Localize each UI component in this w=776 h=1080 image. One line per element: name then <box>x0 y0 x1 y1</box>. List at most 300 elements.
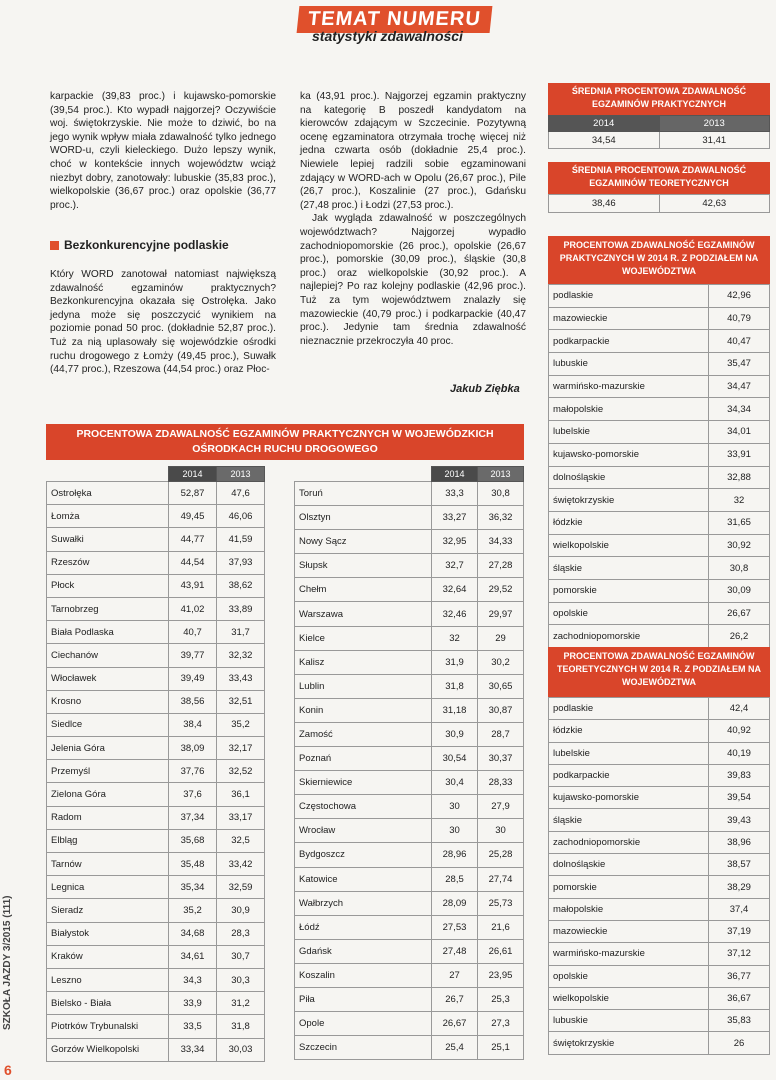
article-paragraph: karpackie (39,83 proc.) i kujawsko-pomorskie (39,54 proc.). Kto wypadł najgorzej? Oczywiście woj. świętokrzyskie. Nie może to dziwić, bo na jego wynik wpływ miała zdawalność tylko jednego WORD-u, czyli kieleckiego. Dużo lepszy wynik, choć w kontekście innych województw wciąż niezbyt dobry, zanotowały: lubuskie (35,83 proc.), wielkopolskie (36,67 proc.) oraz opolskie (36,77 proc.). <box>50 91 276 211</box>
value-cell: 30,03 <box>217 1038 265 1061</box>
name-cell: Częstochowa <box>295 795 432 819</box>
name-cell: Szczecin <box>295 1036 432 1060</box>
name-cell: Katowice <box>295 867 432 891</box>
value-cell: 36,67 <box>709 987 770 1009</box>
article-col1-bottom <box>50 268 276 377</box>
name-cell: podlaskie <box>549 698 709 720</box>
value-cell: 35,34 <box>169 876 217 899</box>
value-cell: 31,8 <box>432 674 478 698</box>
table-row <box>549 876 770 898</box>
name-cell: Warszawa <box>295 602 432 626</box>
value-cell: 49,45 <box>169 505 217 528</box>
name-cell: Skierniewice <box>295 771 432 795</box>
name-cell: lubelskie <box>549 742 709 764</box>
section-title: TEMAT NUMERU <box>297 6 493 33</box>
value-cell: 38,09 <box>169 737 217 760</box>
table-row <box>295 1036 524 1060</box>
name-cell: Piła <box>295 987 432 1011</box>
value-cell: 26,67 <box>709 602 770 625</box>
table-row <box>549 943 770 965</box>
value-cell: 40,92 <box>709 720 770 742</box>
name-cell: dolnośląskie <box>549 466 709 489</box>
name-cell: Radom <box>47 806 169 829</box>
value-cell: 30,87 <box>478 698 524 722</box>
value-cell: 26 <box>709 1032 770 1054</box>
table-row <box>549 285 770 308</box>
table-row <box>47 760 265 783</box>
table-row <box>47 690 265 713</box>
name-cell: Piotrków Trybunalski <box>47 1015 169 1038</box>
table-row <box>549 466 770 489</box>
value-cell: 33,5 <box>169 1015 217 1038</box>
value-cell: 30,4 <box>432 771 478 795</box>
name-cell: Biała Podlaska <box>47 621 169 644</box>
value-cell: 32,7 <box>432 554 478 578</box>
value-cell: 37,34 <box>169 806 217 829</box>
name-cell: śląskie <box>549 557 709 580</box>
table-row <box>549 742 770 764</box>
value-cell: 30 <box>432 819 478 843</box>
name-cell: Chełm <box>295 578 432 602</box>
avg-theory-box <box>548 162 770 213</box>
value-cell: 27,28 <box>478 554 524 578</box>
table-row <box>549 698 770 720</box>
year-header: 2014 <box>432 467 478 482</box>
value-cell: 38,4 <box>169 713 217 736</box>
name-cell: podkarpackie <box>549 764 709 786</box>
table-row <box>295 867 524 891</box>
value-cell: 32,59 <box>217 876 265 899</box>
table-row <box>47 574 265 597</box>
table-row <box>549 511 770 534</box>
table-row <box>295 963 524 987</box>
year-header-row <box>47 467 265 482</box>
table-row <box>295 626 524 650</box>
year-header: 2014 <box>169 467 217 482</box>
year-header: 2013 <box>217 467 265 482</box>
name-cell: świętokrzyskie <box>549 489 709 512</box>
value-cell: 30 <box>478 819 524 843</box>
value-cell: 32,17 <box>217 737 265 760</box>
value-cell: 33,91 <box>709 443 770 466</box>
value-cell: 37,6 <box>169 783 217 806</box>
value-cell: 28,5 <box>432 867 478 891</box>
table-row <box>549 602 770 625</box>
value-cell: 37,12 <box>709 943 770 965</box>
value-cell: 42,96 <box>709 285 770 308</box>
value-cell: 30,65 <box>478 674 524 698</box>
name-cell: Sieradz <box>47 899 169 922</box>
value-cell: 25,3 <box>478 987 524 1011</box>
value-cell: 33,3 <box>432 482 478 506</box>
table-row <box>549 831 770 853</box>
table-row <box>47 922 265 945</box>
table-row <box>295 939 524 963</box>
value-cell: 46,06 <box>217 505 265 528</box>
value-cell: 26,7 <box>432 987 478 1011</box>
value-cell: 37,19 <box>709 920 770 942</box>
name-cell: zachodniopomorskie <box>549 625 709 648</box>
name-cell: Słupsk <box>295 554 432 578</box>
name-cell: Leszno <box>47 968 169 991</box>
name-cell: opolskie <box>549 602 709 625</box>
table-row <box>47 829 265 852</box>
value-cell: 32,5 <box>217 829 265 852</box>
value-cell: 34,34 <box>709 398 770 421</box>
value-cell: 32,32 <box>217 644 265 667</box>
name-cell: Toruń <box>295 482 432 506</box>
value-cell: 35,2 <box>169 899 217 922</box>
table-row <box>47 1015 265 1038</box>
table-row <box>295 987 524 1011</box>
table-row <box>549 1010 770 1032</box>
name-cell: Łódź <box>295 915 432 939</box>
value-cell: 30,09 <box>709 579 770 602</box>
value-cell: 33,43 <box>217 667 265 690</box>
table-row <box>47 713 265 736</box>
name-cell: warmińsko-mazurskie <box>549 375 709 398</box>
name-cell: Rzeszów <box>47 551 169 574</box>
value-cell: 25,1 <box>478 1036 524 1060</box>
name-cell: Ciechanów <box>47 644 169 667</box>
article-paragraph: ka (43,91 proc.). Najgorzej egzamin praktyczny na kategorię B poszedł kandydatom na kierowców zdającym w Szczecinie. Pozytywną ocenę egzaminatora otrzymała trochę więcej niż jedna czwarta osób (dokładnie 25,4 proc.). Niewiele lepiej radzili sobie egzaminowani zdający w WORD-ach w Opolu (26,67 proc.), Pile (26,7 proc.), Koszalinie (27 proc.), Gdańsku (27,48 proc.) i Łodzi (27,53 proc.). <box>300 91 526 211</box>
table-row <box>549 920 770 942</box>
name-cell: mazowieckie <box>549 307 709 330</box>
name-cell: kujawsko-pomorskie <box>549 787 709 809</box>
value-cell: 32,51 <box>217 690 265 713</box>
table-row <box>47 853 265 876</box>
table-row <box>295 819 524 843</box>
table-row <box>549 809 770 831</box>
table-row <box>295 530 524 554</box>
value-cell: 27,9 <box>478 795 524 819</box>
table-row <box>549 353 770 376</box>
article-paragraph: Jak wygląda zdawalność w poszczególnych województwach? Najgorzej wypadło zachodniopomorskie (26 proc.), opolskie (26,67 proc.), pomorskie (30,09 proc.), śląskie (30,8 proc.) oraz wielkopolskie (30,92 proc.). A najlepiej? Po raz kolejny podlaskie (42,96 proc.). Tuż za tym województwem znalazły się mazowieckie (40,79 proc.) i podkarpackie (40,47 proc.). Jedynie tam średnia zdawalność nieznacznie przekroczyła 40 proc. <box>300 213 526 347</box>
article-subheading <box>50 238 229 252</box>
value-cell: 28,7 <box>478 722 524 746</box>
table-row <box>549 965 770 987</box>
value-cell: 35,83 <box>709 1010 770 1032</box>
value-cell: 37,93 <box>217 551 265 574</box>
value-cell: 38,57 <box>709 854 770 876</box>
name-cell: podlaskie <box>549 285 709 308</box>
table-row <box>47 968 265 991</box>
value-cell: 30,8 <box>478 482 524 506</box>
value-cell: 27,48 <box>432 939 478 963</box>
name-cell: Wałbrzych <box>295 891 432 915</box>
value-cell: 26,61 <box>478 939 524 963</box>
avg-practical-box <box>548 83 770 149</box>
table-row <box>549 720 770 742</box>
value-cell: 33,17 <box>217 806 265 829</box>
name-cell: Zamość <box>295 722 432 746</box>
value-cell: 31,8 <box>217 1015 265 1038</box>
value-cell: 29,97 <box>478 602 524 626</box>
value-cell: 35,47 <box>709 353 770 376</box>
value-cell: 38,62 <box>217 574 265 597</box>
name-cell: łódzkie <box>549 720 709 742</box>
table-row <box>549 307 770 330</box>
name-cell: lubelskie <box>549 421 709 444</box>
table-row <box>47 551 265 574</box>
value-cell: 26,2 <box>709 625 770 648</box>
table-row <box>47 899 265 922</box>
name-cell: Elbląg <box>47 829 169 852</box>
value-cell: 32,46 <box>432 602 478 626</box>
value-cell: 39,49 <box>169 667 217 690</box>
value-cell: 36,32 <box>478 506 524 530</box>
year-header: 2013 <box>659 116 770 132</box>
bullet-square-icon <box>50 241 59 250</box>
value-cell: 26,67 <box>432 1012 478 1036</box>
avg-theory-title: ŚREDNIA PROCENTOWA ZDAWALNOŚĆ EGZAMINÓW TEORETYCZNYCH <box>548 162 770 194</box>
value-cell: 34,54 <box>549 132 660 149</box>
table-row <box>295 506 524 530</box>
name-cell: Zielona Góra <box>47 783 169 806</box>
value-cell: 37,4 <box>709 898 770 920</box>
sidebar-caption <box>2 860 16 1030</box>
name-cell: Jelenia Góra <box>47 737 169 760</box>
table-row <box>295 795 524 819</box>
table-row <box>549 421 770 444</box>
table-row <box>549 534 770 557</box>
name-cell: Ostrołęka <box>47 482 169 505</box>
value-cell: 40,47 <box>709 330 770 353</box>
name-cell: dolnośląskie <box>549 854 709 876</box>
table-row <box>47 992 265 1015</box>
name-cell: Gdańsk <box>295 939 432 963</box>
name-cell: Suwałki <box>47 528 169 551</box>
theory-voiv-box <box>548 647 770 1055</box>
value-cell: 28,3 <box>217 922 265 945</box>
value-cell: 31,65 <box>709 511 770 534</box>
table-row <box>47 505 265 528</box>
table-row <box>47 806 265 829</box>
table-row <box>295 1012 524 1036</box>
value-cell: 30,92 <box>709 534 770 557</box>
value-cell: 44,54 <box>169 551 217 574</box>
value-cell: 30,7 <box>217 945 265 968</box>
table-row <box>47 644 265 667</box>
avg-practical-title: ŚREDNIA PROCENTOWA ZDAWALNOŚĆ EGZAMINÓW PRAKTYCZNYCH <box>548 83 770 115</box>
name-cell: świętokrzyskie <box>549 1032 709 1054</box>
table-row <box>47 597 265 620</box>
name-cell: małopolskie <box>549 898 709 920</box>
value-cell: 30,9 <box>217 899 265 922</box>
table-row <box>549 1032 770 1054</box>
name-cell: podkarpackie <box>549 330 709 353</box>
value-cell: 31,18 <box>432 698 478 722</box>
value-cell: 30,2 <box>478 650 524 674</box>
table-row <box>295 482 524 506</box>
name-cell: Nowy Sącz <box>295 530 432 554</box>
name-cell: Kielce <box>295 626 432 650</box>
value-cell: 28,33 <box>478 771 524 795</box>
value-cell: 36,1 <box>217 783 265 806</box>
name-cell: zachodniopomorskie <box>549 831 709 853</box>
name-cell: Konin <box>295 698 432 722</box>
value-cell: 27 <box>432 963 478 987</box>
value-cell: 38,56 <box>169 690 217 713</box>
value-cell: 34,33 <box>478 530 524 554</box>
value-cell: 38,29 <box>709 876 770 898</box>
name-cell: Tarnobrzeg <box>47 597 169 620</box>
value-cell: 27,74 <box>478 867 524 891</box>
value-cell: 39,83 <box>709 764 770 786</box>
name-cell: warmińsko-mazurskie <box>549 943 709 965</box>
name-cell: Koszalin <box>295 963 432 987</box>
value-cell: 28,96 <box>432 843 478 867</box>
value-cell: 35,68 <box>169 829 217 852</box>
page-number: 6 <box>4 1062 12 1078</box>
table-row <box>47 737 265 760</box>
value-cell: 38,46 <box>549 195 660 213</box>
name-cell: Białystok <box>47 922 169 945</box>
value-cell: 29,52 <box>478 578 524 602</box>
value-cell: 37,76 <box>169 760 217 783</box>
table-row <box>549 443 770 466</box>
table-row <box>47 783 265 806</box>
table-row <box>295 747 524 771</box>
value-cell: 42,4 <box>709 698 770 720</box>
table-row <box>47 528 265 551</box>
name-cell: pomorskie <box>549 876 709 898</box>
table-row <box>549 330 770 353</box>
value-cell: 32 <box>709 489 770 512</box>
table-row <box>295 843 524 867</box>
name-cell: Poznań <box>295 747 432 771</box>
table-row <box>549 787 770 809</box>
name-cell: Legnica <box>47 876 169 899</box>
name-cell: wielkopolskie <box>549 534 709 557</box>
article-col1-top <box>50 90 276 212</box>
value-cell: 40,7 <box>169 621 217 644</box>
table-row <box>47 1038 265 1061</box>
table-row <box>295 771 524 795</box>
name-cell: Włocławek <box>47 667 169 690</box>
name-cell: Płock <box>47 574 169 597</box>
value-cell: 29 <box>478 626 524 650</box>
word-table-title: PROCENTOWA ZDAWALNOŚĆ EGZAMINÓW PRAKTYCZNYCH W WOJEWÓDZKICH OŚRODKACH RUCHU DROGOWEGO <box>46 424 524 460</box>
blank-cell <box>47 467 169 482</box>
table-row <box>295 578 524 602</box>
table-row <box>295 698 524 722</box>
value-cell: 40,19 <box>709 742 770 764</box>
name-cell: Wrocław <box>295 819 432 843</box>
name-cell: Tarnów <box>47 853 169 876</box>
value-cell: 33,42 <box>217 853 265 876</box>
name-cell: kujawsko-pomorskie <box>549 443 709 466</box>
name-cell: Bydgoszcz <box>295 843 432 867</box>
theory-voiv-title: PROCENTOWA ZDAWALNOŚĆ EGZAMINÓW TEORETYCZNYCH W 2014 R. Z PODZIAŁEM NA WOJEWÓDZTWA <box>548 647 770 697</box>
table-row <box>549 898 770 920</box>
value-cell: 32,95 <box>432 530 478 554</box>
name-cell: Krosno <box>47 690 169 713</box>
value-cell: 30,37 <box>478 747 524 771</box>
value-cell: 23,95 <box>478 963 524 987</box>
name-cell: lubuskie <box>549 353 709 376</box>
article-author: Jakub Ziębka <box>450 383 520 395</box>
value-cell: 30,9 <box>432 722 478 746</box>
table-row <box>295 891 524 915</box>
name-cell: Kalisz <box>295 650 432 674</box>
value-cell: 33,89 <box>217 597 265 620</box>
value-cell: 35,48 <box>169 853 217 876</box>
value-cell: 27,3 <box>478 1012 524 1036</box>
table-row <box>47 945 265 968</box>
year-header-row <box>295 467 524 482</box>
section-subtitle: statystyki zdawalności <box>312 28 463 44</box>
value-cell: 21,6 <box>478 915 524 939</box>
value-cell: 25,28 <box>478 843 524 867</box>
issue-label: SZKOŁA JAZDY 3/2015 (111) <box>2 895 13 1030</box>
value-cell: 27,53 <box>432 915 478 939</box>
year-header: 2013 <box>478 467 524 482</box>
table-row <box>549 398 770 421</box>
value-cell: 32,88 <box>709 466 770 489</box>
name-cell: pomorskie <box>549 579 709 602</box>
subheading-text: Bezkonkurencyjne podlaskie <box>64 238 229 252</box>
table-row <box>295 915 524 939</box>
value-cell: 30,3 <box>217 968 265 991</box>
value-cell: 39,43 <box>709 809 770 831</box>
value-cell: 36,77 <box>709 965 770 987</box>
value-cell: 47,6 <box>217 482 265 505</box>
value-cell: 41,59 <box>217 528 265 551</box>
table-row <box>295 554 524 578</box>
name-cell: mazowieckie <box>549 920 709 942</box>
value-cell: 31,9 <box>432 650 478 674</box>
value-cell: 39,77 <box>169 644 217 667</box>
table-row <box>295 674 524 698</box>
table-row <box>295 602 524 626</box>
table-row <box>549 557 770 580</box>
table-row <box>295 650 524 674</box>
name-cell: Gorzów Wielkopolski <box>47 1038 169 1061</box>
name-cell: śląskie <box>549 809 709 831</box>
table-row <box>549 764 770 786</box>
name-cell: małopolskie <box>549 398 709 421</box>
value-cell: 34,61 <box>169 945 217 968</box>
value-cell: 31,7 <box>217 621 265 644</box>
name-cell: Łomża <box>47 505 169 528</box>
table-row <box>47 876 265 899</box>
name-cell: Opole <box>295 1012 432 1036</box>
value-cell: 34,68 <box>169 922 217 945</box>
value-cell: 25,73 <box>478 891 524 915</box>
name-cell: Olsztyn <box>295 506 432 530</box>
table-row <box>47 482 265 505</box>
value-cell: 52,87 <box>169 482 217 505</box>
value-cell: 30 <box>432 795 478 819</box>
year-header: 2014 <box>549 116 660 132</box>
section-header <box>290 6 530 48</box>
word-table-box <box>46 424 524 1070</box>
value-cell: 39,54 <box>709 787 770 809</box>
value-cell: 44,77 <box>169 528 217 551</box>
article-paragraph: Który WORD zanotował natomiast największą zdawalność egzaminów praktycznych? Bezkonkurencyjna okazała się Ostrołęka. Jako jedyna może się poszczycić wynikiem na poziomie ponad 50 proc. (dokładnie 52,87 proc.). Tuż za nią uplasowały się wojewódzkie ośrodki ruchu drogowego z Łomży (49,45 proc.), Suwałk (44,77 proc.), Rzeszowa (44,54 proc.) oraz Płoc- <box>50 269 276 376</box>
value-cell: 43,91 <box>169 574 217 597</box>
name-cell: Przemyśl <box>47 760 169 783</box>
table-row <box>549 579 770 602</box>
value-cell: 34,01 <box>709 421 770 444</box>
table-row <box>47 621 265 644</box>
name-cell: Kraków <box>47 945 169 968</box>
value-cell: 38,96 <box>709 831 770 853</box>
table-row <box>549 854 770 876</box>
value-cell: 31,2 <box>217 992 265 1015</box>
name-cell: łódzkie <box>549 511 709 534</box>
